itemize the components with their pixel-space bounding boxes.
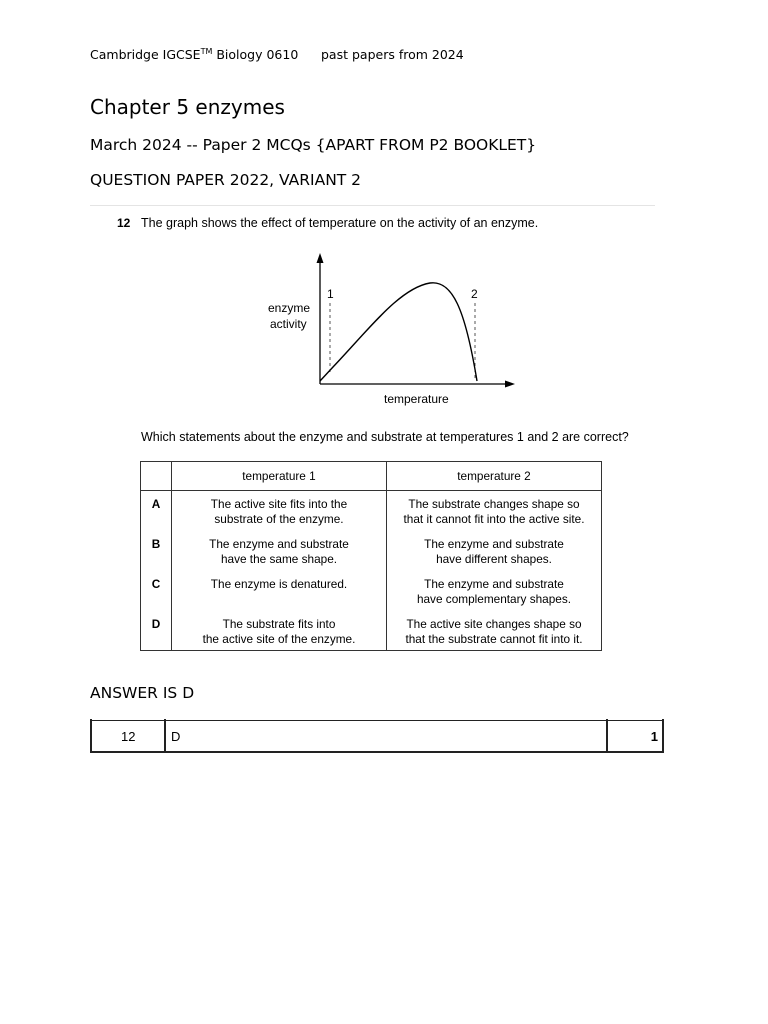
option-row-b bbox=[141, 531, 602, 571]
mark-scheme-divider bbox=[662, 719, 664, 753]
option-letter: D bbox=[141, 611, 172, 651]
y-axis-label-line1: enzyme bbox=[268, 301, 311, 315]
enzyme-activity-graph bbox=[260, 248, 525, 413]
subtitle: March 2024 -- Paper 2 MCQs {APART FROM P2 BOOKLET} bbox=[90, 136, 537, 154]
question-number: 12 bbox=[117, 216, 131, 230]
chapter-title: Chapter 5 enzymes bbox=[90, 95, 285, 119]
question-text: The graph shows the effect of temperature on the activity of an enzyme. bbox=[141, 216, 539, 230]
option-letter: C bbox=[141, 571, 172, 611]
x-axis-arrow bbox=[505, 381, 515, 388]
mark-scheme-divider bbox=[606, 719, 608, 753]
paper-line: QUESTION PAPER 2022, VARIANT 2 bbox=[90, 171, 362, 189]
activity-curve bbox=[320, 283, 477, 381]
temp2-statement: The enzyme and substrate have complementary shapes. bbox=[387, 571, 602, 611]
divider bbox=[90, 205, 655, 206]
temp1-statement: The enzyme and substrate have the same shape. bbox=[172, 531, 387, 571]
column-header-temp1: temperature 1 bbox=[172, 462, 387, 491]
mark-scheme-answer: D bbox=[171, 729, 181, 744]
option-letter: A bbox=[141, 491, 172, 531]
temp2-statement: The substrate changes shape so that it cannot fit into the active site. bbox=[387, 491, 602, 531]
mark-scheme-row bbox=[91, 720, 664, 753]
marker-1-label: 1 bbox=[327, 287, 334, 301]
option-row-c bbox=[141, 571, 602, 611]
header-past-papers: past papers from 2024 bbox=[321, 47, 464, 62]
temp1-statement: The substrate fits into the active site of the enzyme. bbox=[172, 611, 387, 651]
mark-scheme-question-number: 12 bbox=[121, 729, 136, 744]
document-header bbox=[90, 47, 464, 63]
options-table-header bbox=[141, 462, 602, 491]
temp2-statement: The enzyme and substrate have different shapes. bbox=[387, 531, 602, 571]
answer-line: ANSWER IS D bbox=[90, 684, 195, 702]
header-blank-cell bbox=[141, 462, 172, 491]
options-table bbox=[140, 461, 602, 651]
header-course: Cambridge IGCSE™ Biology 0610 bbox=[90, 47, 299, 63]
x-axis-label: temperature bbox=[384, 392, 449, 406]
column-header-temp2: temperature 2 bbox=[387, 462, 602, 491]
question-prompt: Which statements about the enzyme and substrate at temperatures 1 and 2 are correct? bbox=[141, 430, 629, 444]
temp1-statement: The enzyme is denatured. bbox=[172, 571, 387, 611]
mark-scheme-marks: 1 bbox=[650, 729, 658, 744]
option-row-d bbox=[141, 611, 602, 651]
temp1-statement: The active site fits into the substrate of the enzyme. bbox=[172, 491, 387, 531]
mark-scheme-divider bbox=[164, 719, 166, 753]
marker-2-label: 2 bbox=[471, 287, 478, 301]
option-letter: B bbox=[141, 531, 172, 571]
y-axis-arrow bbox=[317, 253, 324, 263]
option-row-a bbox=[141, 491, 602, 531]
mark-scheme-divider bbox=[90, 719, 92, 753]
temp2-statement: The active site changes shape so that the substrate cannot fit into it. bbox=[387, 611, 602, 651]
y-axis-label-line2: activity bbox=[270, 317, 307, 331]
